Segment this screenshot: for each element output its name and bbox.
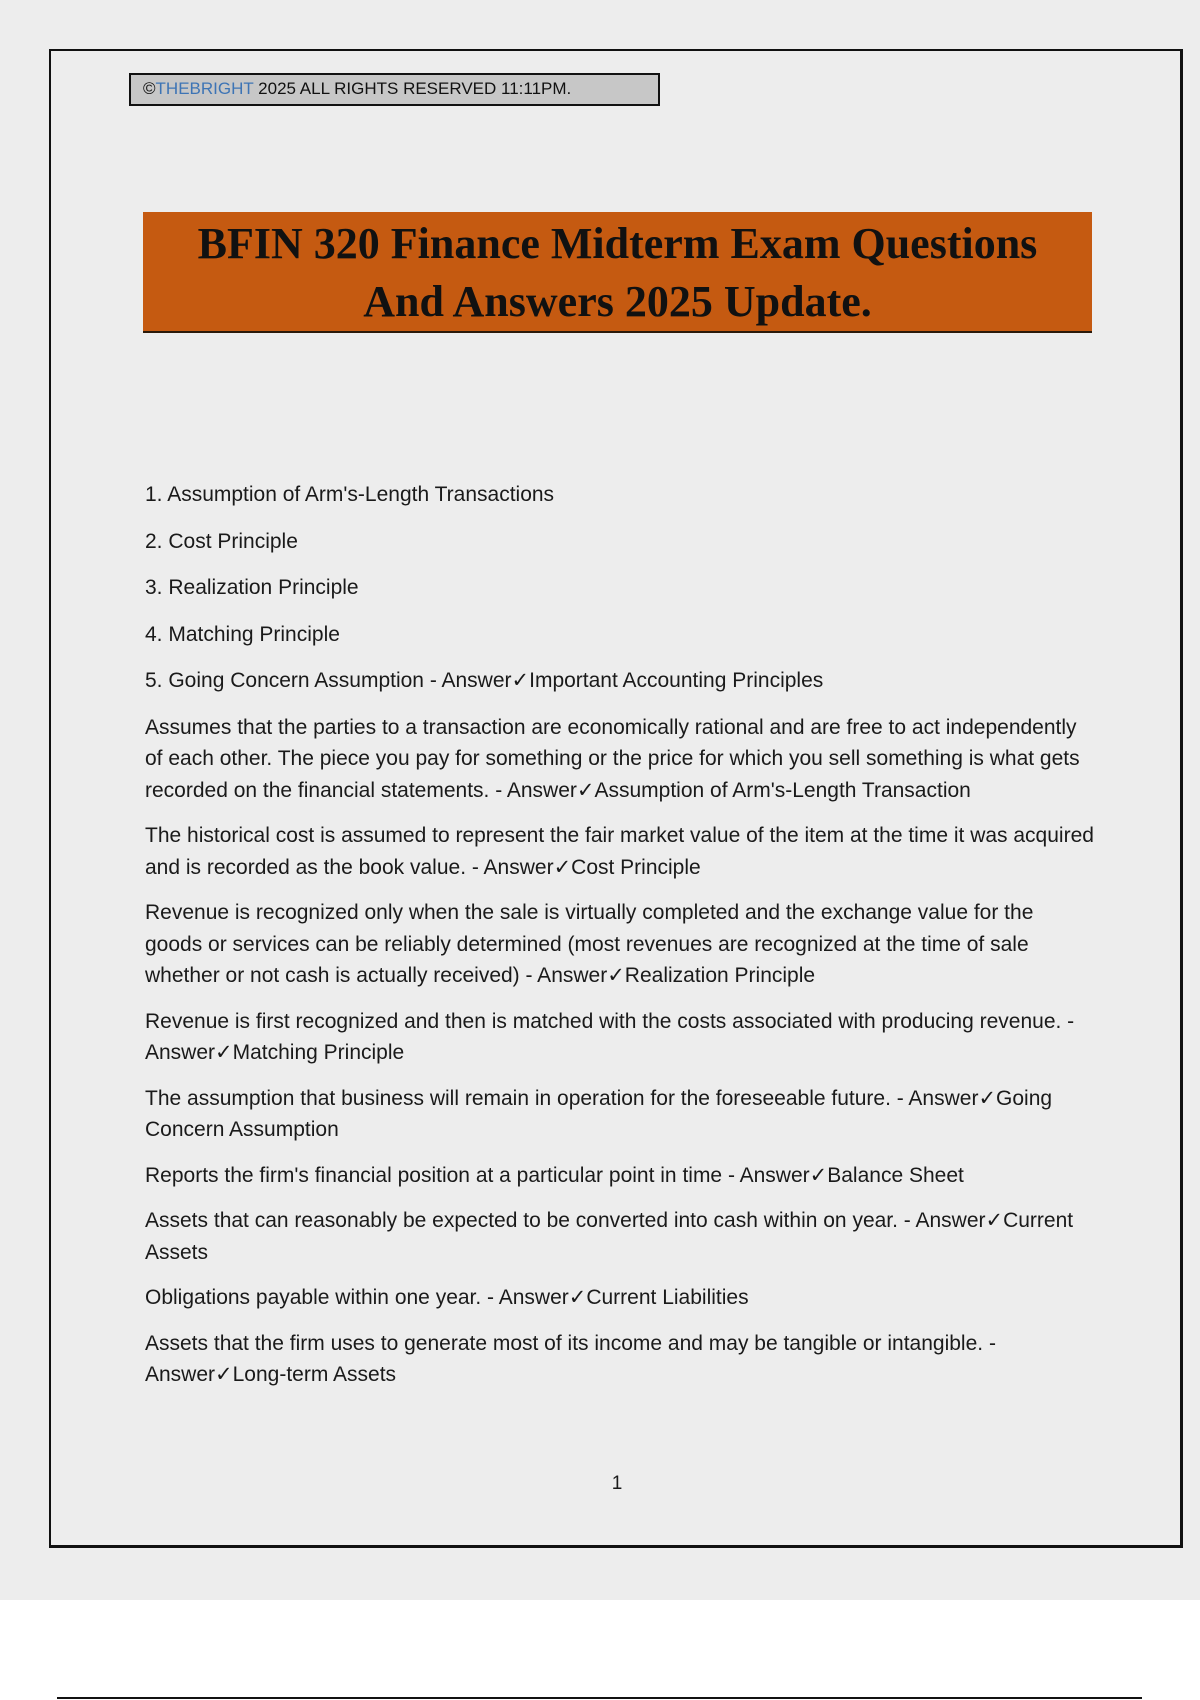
title-line-1: BFIN 320 Finance Midterm Exam Questions	[197, 219, 1038, 268]
title-line-2: And Answers 2025 Update.	[363, 277, 872, 326]
copyright-text: 2025 ALL RIGHTS RESERVED 11:11PM.	[253, 79, 572, 98]
qa-paragraph: Assumes that the parties to a transaction are economically rational and are free to act independently of each other. The piece you pay for something or the price for which you sell something is what gets recorded on the financial statements. - Answer✓Assumption of Arm's-Length Transaction	[145, 715, 1080, 802]
qa-paragraph: The assumption that business will remain in operation for the foreseeable future. - Answer✓Going Concern Assumption	[145, 1086, 1053, 1141]
copyright-symbol: ©	[143, 79, 156, 98]
list-item: 5. Going Concern Assumption - Answer✓Important Accounting Principles	[145, 669, 824, 692]
qa-paragraph: Assets that the firm uses to generate most of its income and may be tangible or intangible. - Answer✓Long-term Assets	[145, 1331, 996, 1386]
question-answer-content	[145, 479, 1095, 1405]
qa-paragraph: Obligations payable within one year. - Answer✓Current Liabilities	[145, 1286, 749, 1309]
document-title	[143, 212, 1092, 333]
qa-paragraph: Revenue is first recognized and then is matched with the costs associated with producing revenue. - Answer✓Matching Principle	[145, 1009, 1075, 1064]
qa-paragraph: Reports the firm's financial position at a particular point in time - Answer✓Balance Sheet	[145, 1163, 964, 1187]
qa-paragraph: Revenue is recognized only when the sale is virtually completed and the exchange value for the goods or services can be reliably determined (most revenues are recognized at the time of sale whether or not cash is actually received) - Answer✓Realization Principle	[145, 901, 1034, 987]
brand-name: THEBRIGHT	[155, 79, 254, 98]
list-item: 1. Assumption of Arm's-Length Transactions	[145, 483, 555, 506]
bottom-divider	[57, 1697, 1142, 1699]
list-item: 2. Cost Principle	[145, 529, 298, 553]
page-number: 1	[611, 1473, 623, 1494]
list-item: 3. Realization Principle	[145, 576, 359, 599]
qa-paragraph: The historical cost is assumed to represent the fair market value of the item at the time it was acquired and is recorded as the book value. - Answer✓Cost Principle	[145, 824, 1094, 879]
copyright-notice	[129, 73, 660, 106]
list-item: 4. Matching Principle	[145, 622, 340, 646]
qa-paragraph: Assets that can reasonably be expected to be converted into cash within on year. - Answer✓Current Assets	[145, 1209, 1074, 1264]
